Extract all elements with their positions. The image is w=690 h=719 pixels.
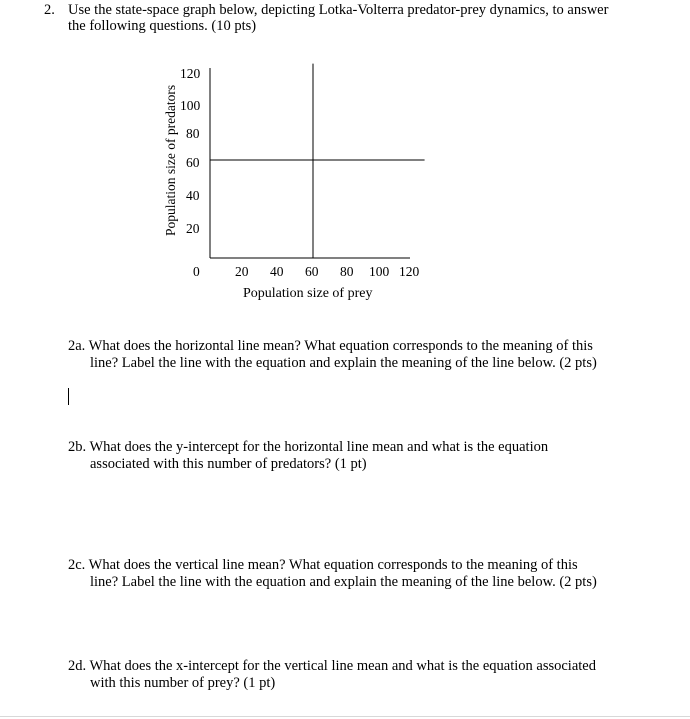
- question-text-line2: the following questions. (10 pts): [68, 18, 257, 34]
- x-tick-label: 60: [305, 264, 319, 279]
- part-2b-line1: 2b. What does the y-intercept for the horizontal line mean and what is the equation: [68, 439, 549, 455]
- part-2b-line2: associated with this number of predators? (1 pt): [90, 456, 367, 472]
- x-tick-label: 20: [235, 264, 249, 279]
- y-tick-label: 120: [180, 66, 201, 81]
- y-tick-label: 20: [186, 221, 200, 236]
- x-tick-label: 100: [369, 264, 390, 279]
- x-tick-label: 40: [270, 264, 284, 279]
- y-tick-label: 80: [186, 126, 200, 141]
- part-2c-line1: 2c. What does the vertical line mean? What equation corresponds to the meaning of this: [68, 557, 578, 573]
- y-tick-label: 100: [180, 98, 201, 113]
- text-cursor[interactable]: [68, 388, 69, 405]
- part-2c-line2: line? Label the line with the equation and explain the meaning of the line below. (2 pts): [90, 574, 597, 590]
- part-2a-line1: 2a. What does the horizontal line mean? What equation corresponds to the meaning of this: [68, 338, 593, 354]
- graph-axes: [0, 0, 690, 330]
- y-tick-label: 60: [186, 155, 200, 170]
- x-tick-label: 120: [399, 264, 420, 279]
- part-2d-line2: with this number of prey? (1 pt): [90, 675, 276, 691]
- page-bottom-divider: [0, 716, 690, 717]
- part-2d-line1: 2d. What does the x-intercept for the vertical line mean and what is the equation associated: [68, 658, 596, 674]
- x-tick-label: 0: [193, 264, 200, 279]
- y-tick-label: 40: [186, 188, 200, 203]
- question-number: 2.: [44, 2, 55, 18]
- x-tick-label: 80: [340, 264, 354, 279]
- x-axis-label: Population size of prey: [243, 286, 373, 301]
- question-text-line1: Use the state-space graph below, depicting Lotka-Volterra predator-prey dynamics, to answer: [68, 2, 609, 18]
- y-axis-label: Population size of predators: [163, 84, 178, 236]
- part-2a-line2: line? Label the line with the equation and explain the meaning of the line below. (2 pts): [90, 355, 597, 371]
